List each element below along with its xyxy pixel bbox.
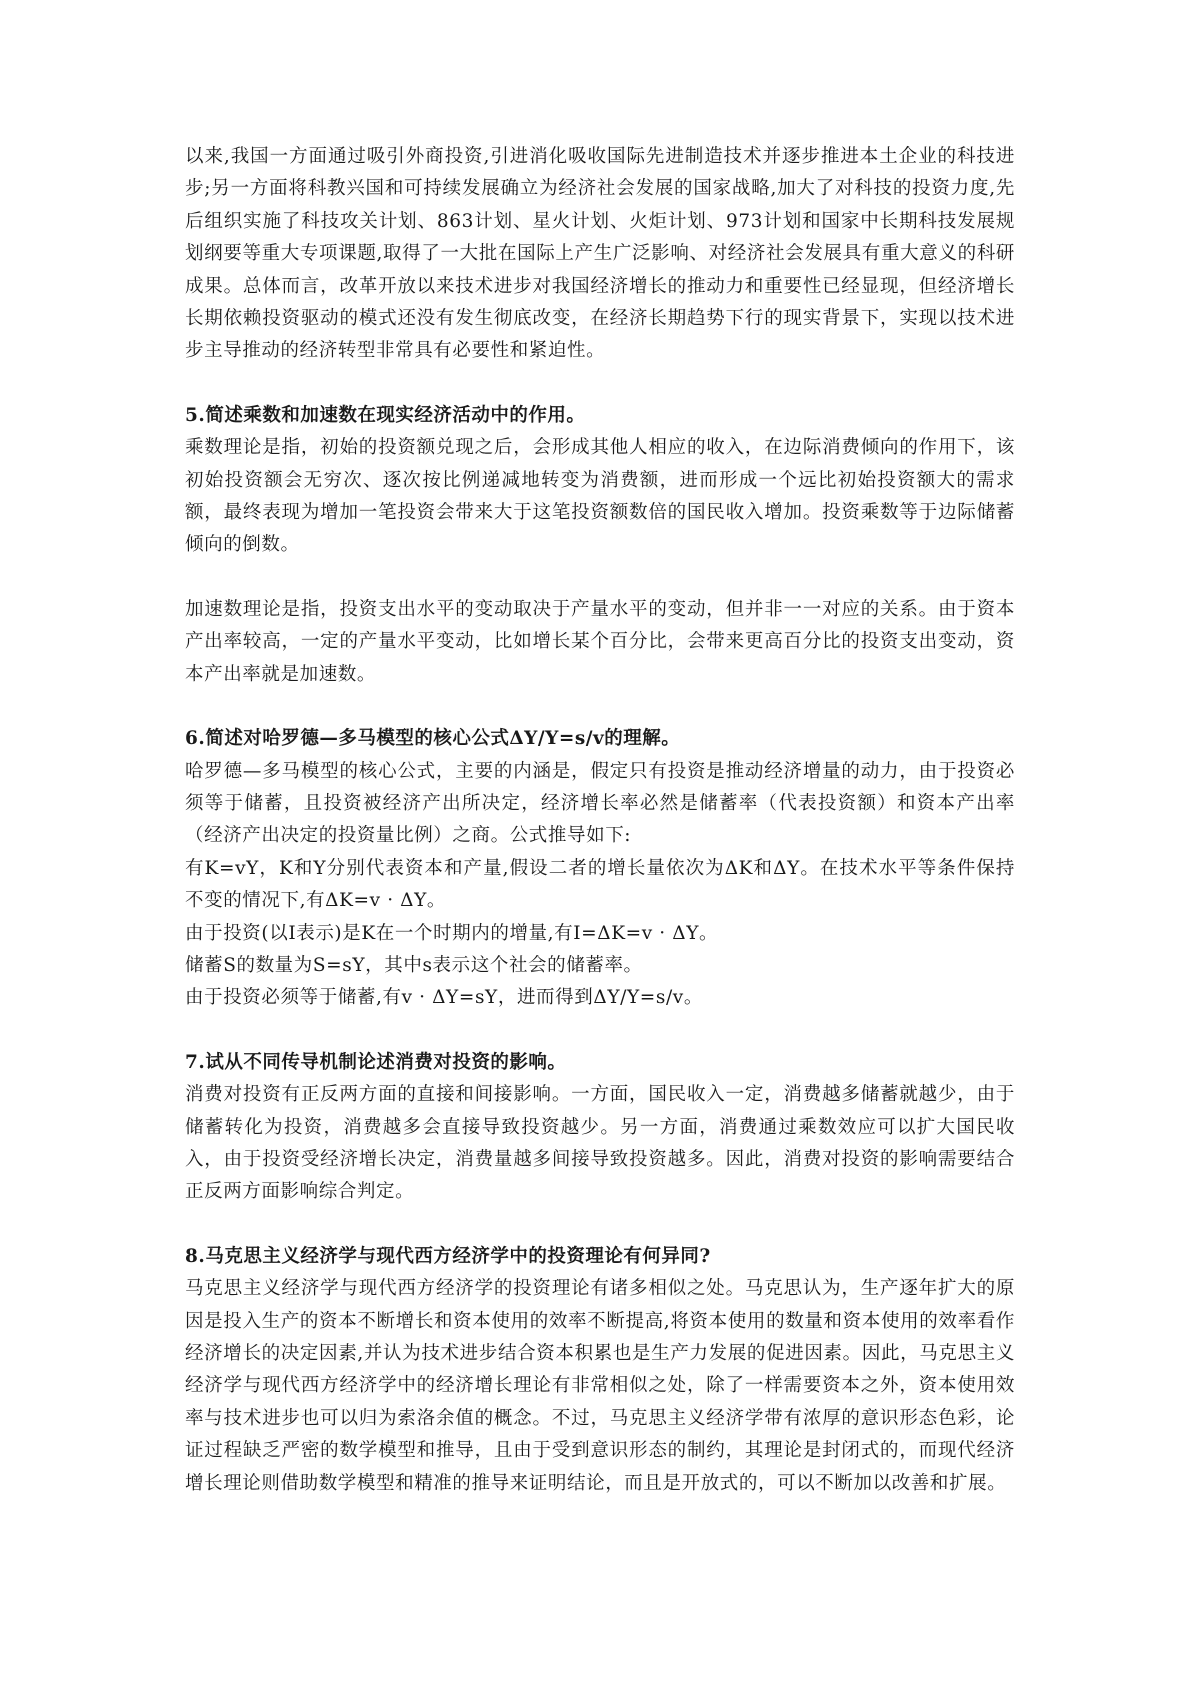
heading-question-6: 6.简述对哈罗德—多马模型的核心公式ΔY/Y=s/v的理解。 <box>185 728 681 750</box>
paragraph-formula-k: 有K=vY，K和Y分别代表资本和产量,假设二者的增长量依次为ΔK和ΔY。在技术水平等条件保持不变的情况下,有ΔK=v · ΔY。 <box>185 857 1015 912</box>
spacer <box>185 368 1015 400</box>
paragraph-accelerator: 加速数理论是指，投资支出水平的变动取决于产量水平的变动，但并非一一对应的关系。由于资本产出率较高，一定的产量水平变动，比如增长某个百分比，会带来更高百分比的投资支出变动，资本产出率就是加速数。 <box>185 598 1015 685</box>
paragraph-tech-progress: 以来,我国一方面通过吸引外商投资,引进消化吸收国际先进制造技术并逐步推进本土企业的科技进步;另一方面将科教兴国和可持续发展确立为经济社会发展的国家战略,加大了对科技的投资力度,先后组织实施了科技攻关计划、863计划、星火计划、火炬计划、973计划和国家中长期科技发展规划纲要等重大专项课题,取得了一大批在国际上产生广泛影响、对经济社会发展具有重大意义的科研成果。总体而言，改革开放以来技术进步对我国经济增长的推动力和重要性已经显现，但经济增长长期依赖投资驱动的模式还没有发生彻底改变，在经济长期趋势下行的现实背景下，实现以技术进步主导推动的经济转型非常具有必要性和紧迫性。 <box>185 146 1015 362</box>
heading-question-8: 8.马克思主义经济学与现代西方经济学中的投资理论有何异同? <box>185 1245 711 1267</box>
document-page <box>185 141 1015 1500</box>
paragraph-consumption-investment: 消费对投资有正反两方面的直接和间接影响。一方面，国民收入一定，消费越多储蓄就越少，由于储蓄转化为投资，消费越多会直接导致投资越少。另一方面，消费通过乘数效应可以扩大国民收入，由于投资受经济增长决定，消费量越多间接导致投资越多。因此，消费对投资的影响需要结合正反两方面影响综合判定。 <box>185 1084 1015 1203</box>
formula-line-saving: 储蓄S的数量为S=sY，其中s表示这个社会的储蓄率。 <box>185 954 643 976</box>
heading-question-7: 7.试从不同传导机制论述消费对投资的影响。 <box>185 1051 567 1073</box>
formula-line-result: 由于投资必须等于储蓄,有v · ΔY=sY，进而得到ΔY/Y=s/v。 <box>185 987 703 1009</box>
spacer <box>185 691 1015 723</box>
spacer <box>185 562 1015 594</box>
spacer <box>185 1209 1015 1241</box>
paragraph-marxist-comparison: 马克思主义经济学与现代西方经济学的投资理论有诸多相似之处。马克思认为，生产逐年扩大的原因是投入生产的资本不断增长和资本使用的效率不断提高,将资本使用的数量和资本使用的效率看作经济增长的决定因素,并认为技术进步结合资本积累也是生产力发展的促进因素。因此，马克思主义经济学与现代西方经济学中的经济增长理论有非常相似之处，除了一样需要资本之外，资本使用效率与技术进步也可以归为索洛余值的概念。不过，马克思主义经济学带有浓厚的意识形态色彩，论证过程缺乏严密的数学模型和推导，且由于受到意识形态的制约，其理论是封闭式的，而现代经济增长理论则借助数学模型和精准的推导来证明结论，而且是开放式的，可以不断加以改善和扩展。 <box>185 1278 1015 1494</box>
formula-line-investment: 由于投资(以I表示)是K在一个时期内的增量,有I=ΔK=v · ΔY。 <box>185 922 719 944</box>
paragraph-multiplier: 乘数理论是指，初始的投资额兑现之后，会形成其他人相应的收入，在边际消费倾向的作用下，该初始投资额会无穷次、逐次按比例递减地转变为消费额，进而形成一个远比初始投资额大的需求额，最终表现为增加一笔投资会带来大于这笔投资额数倍的国民收入增加。投资乘数等于边际储蓄倾向的倒数。 <box>185 437 1015 556</box>
paragraph-harrod-domar: 哈罗德—多马模型的核心公式，主要的内涵是，假定只有投资是推动经济增量的动力，由于投资必须等于储蓄，且投资被经济产出所决定，经济增长率必然是储蓄率（代表投资额）和资本产出率（经济产出决定的投资量比例）之商。公式推导如下: <box>185 760 1015 847</box>
heading-question-5: 5.简述乘数和加速数在现实经济活动中的作用。 <box>185 404 586 426</box>
spacer <box>185 1015 1015 1047</box>
